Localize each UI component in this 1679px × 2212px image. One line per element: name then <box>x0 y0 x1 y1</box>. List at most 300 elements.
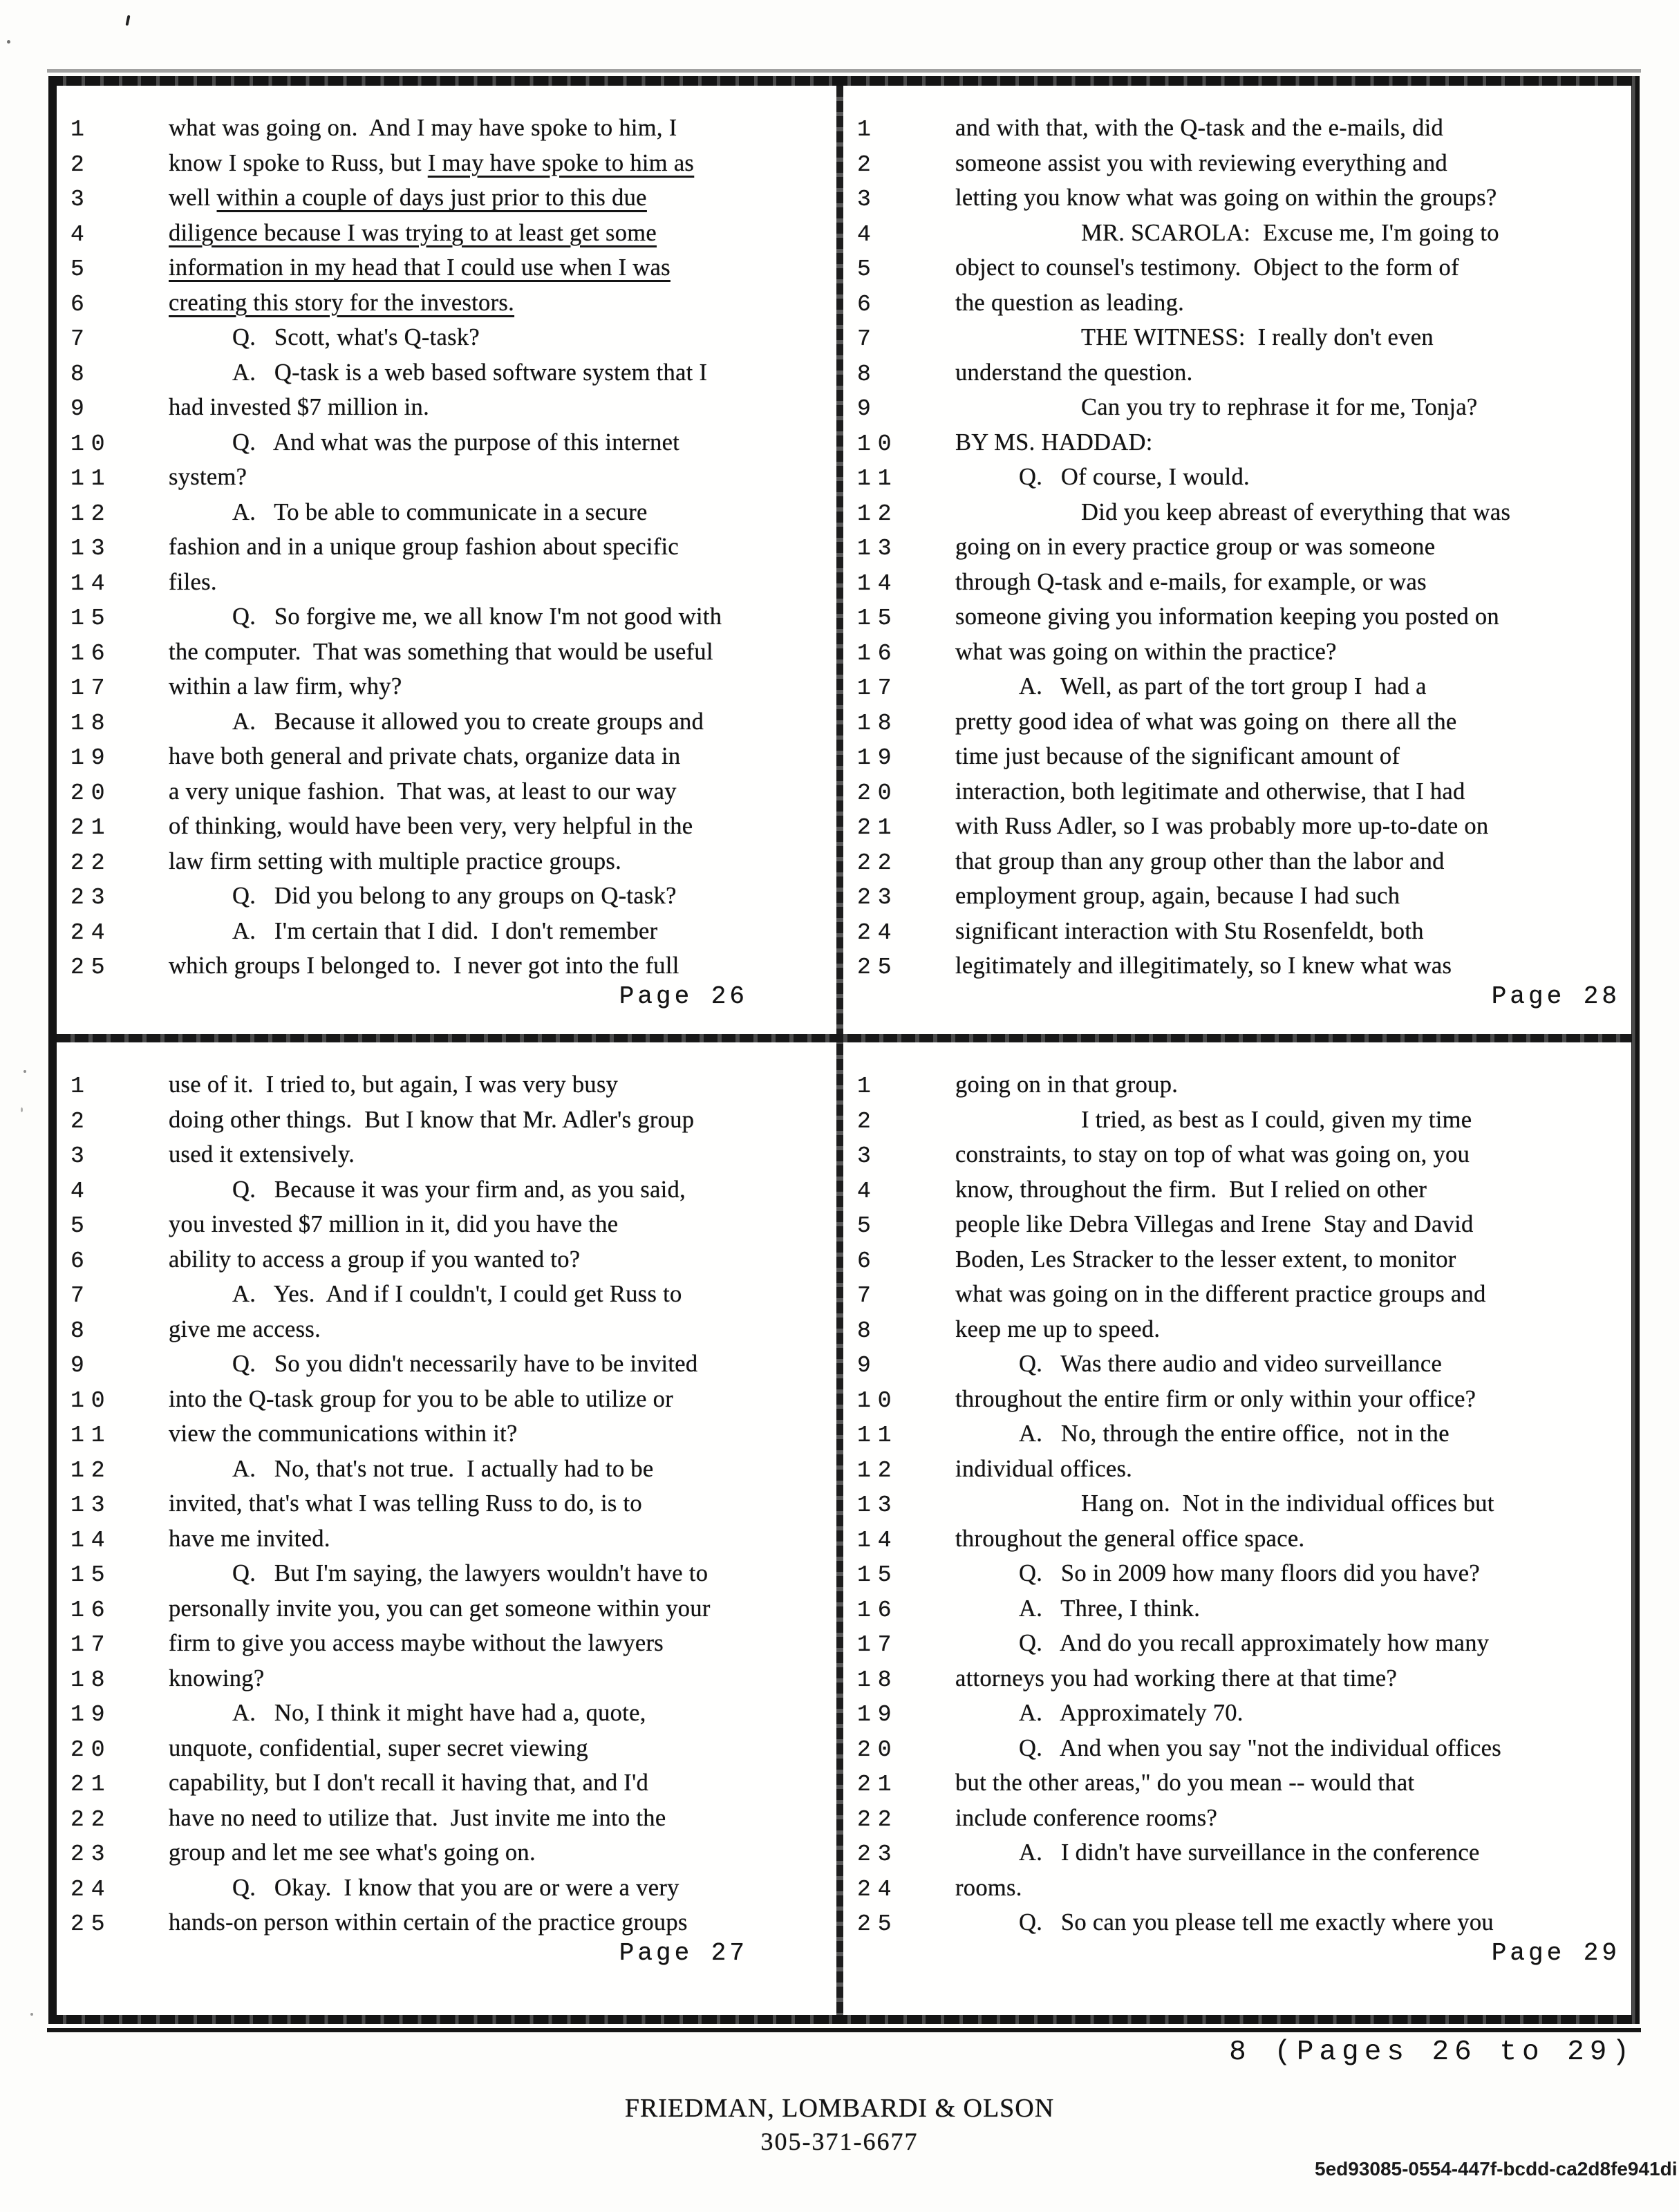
line-number: 8 <box>857 361 878 387</box>
line-text <box>169 425 834 460</box>
line-number: 12 <box>71 1457 112 1483</box>
line-number: 16 <box>857 1597 899 1623</box>
line-number: 5 <box>71 1213 91 1239</box>
plain-text: individual offices. <box>955 1455 1133 1482</box>
line-number: 18 <box>71 1667 112 1693</box>
scan-artifact-mark <box>125 15 130 26</box>
plain-text: Q. So you didn't necessarily have to be invited <box>232 1351 698 1377</box>
line-number: 17 <box>857 1632 899 1658</box>
line-text <box>169 180 834 216</box>
line-number: 22 <box>71 850 112 876</box>
transcript-line <box>849 111 1629 146</box>
transcript-line <box>62 948 834 984</box>
transcript-line <box>849 1137 1629 1172</box>
line-number: 24 <box>857 1876 899 1902</box>
plain-text: used it extensively. <box>169 1141 355 1168</box>
plain-text: people like Debra Villegas and Irene Stay and David <box>955 1211 1474 1237</box>
plain-text: personally invite you, you can get someone within your <box>169 1595 711 1622</box>
transcript-line <box>62 1172 834 1208</box>
line-number: 11 <box>71 466 112 491</box>
line-text <box>169 635 834 670</box>
line-number: 9 <box>71 1353 91 1378</box>
plain-text: Q. Okay. I know that you are or were a very <box>232 1874 679 1901</box>
transcript-line <box>62 1312 834 1347</box>
transcript-line <box>62 320 834 355</box>
transcript-line <box>62 111 834 146</box>
line-number: 13 <box>857 536 899 561</box>
transcript-line <box>62 1556 834 1591</box>
transcript-lines <box>849 111 1629 984</box>
plain-text: what was going on within the practice? <box>955 638 1337 665</box>
transcript-line <box>62 1765 834 1801</box>
line-number: 10 <box>857 1387 899 1414</box>
line-number: 14 <box>71 570 112 597</box>
line-number: 21 <box>857 815 899 841</box>
transcript-line <box>849 1835 1629 1871</box>
transcript-line <box>62 599 834 635</box>
line-text <box>169 1312 834 1347</box>
line-text <box>955 1242 1629 1277</box>
line-number: 15 <box>71 606 112 631</box>
plain-text: Hang on. Not in the individual offices but <box>1081 1490 1494 1517</box>
transcript-line <box>62 914 834 949</box>
line-number: 9 <box>71 396 91 422</box>
transcript-line <box>62 216 834 251</box>
plain-text: throughout the entire firm or only within your office? <box>955 1385 1476 1412</box>
transcript-line <box>849 1871 1629 1906</box>
line-number: 22 <box>71 1806 112 1833</box>
page-number-label: Page 27 <box>619 1939 748 1967</box>
line-text <box>955 460 1629 495</box>
transcript-line <box>62 1731 834 1766</box>
transcript-line <box>849 948 1629 984</box>
transcript-line <box>62 774 834 809</box>
plain-text: keep me up to speed. <box>955 1315 1161 1342</box>
underlined-text: creating this story for the investors. <box>169 289 515 316</box>
plain-text: employment group, again, because I had such <box>955 883 1400 909</box>
transcript-line <box>62 669 834 704</box>
plain-text: but the other areas," do you mean -- would that <box>955 1770 1415 1796</box>
line-text <box>169 529 834 565</box>
plain-text: going on in every practice group or was someone <box>955 534 1436 560</box>
line-text <box>955 1765 1629 1801</box>
plain-text: I tried, as best as I could, given my time <box>1081 1106 1472 1133</box>
plain-text: understand the question. <box>955 359 1193 386</box>
line-number: 25 <box>857 955 899 980</box>
vertical-divider <box>836 86 843 2015</box>
underlined-text: within a couple of days just prior to this due <box>216 185 647 211</box>
transcript-line <box>62 1521 834 1557</box>
line-number: 5 <box>71 256 91 282</box>
plain-text: law firm setting with multiple practice groups. <box>169 847 622 874</box>
line-number: 1 <box>71 117 91 142</box>
transcript-quadrant-page-27 <box>57 1042 836 2015</box>
line-number: 25 <box>71 955 112 980</box>
transcript-grid-frame <box>48 76 1640 2024</box>
line-number: 6 <box>71 291 91 317</box>
line-number: 18 <box>857 1667 899 1693</box>
plain-text: had invested $7 million in. <box>169 394 430 420</box>
line-text <box>169 320 834 355</box>
line-number: 6 <box>857 291 878 317</box>
plain-text: invited, that's what I was telling Russ to do, is to <box>169 1490 642 1517</box>
plain-text: what was going on. And I may have spoke to him, I <box>169 115 677 141</box>
line-text <box>169 1242 834 1277</box>
line-number: 20 <box>857 1736 899 1763</box>
underlined-text: diligence because I was trying to at least get some <box>169 219 657 246</box>
line-text <box>955 250 1629 285</box>
line-text <box>955 1207 1629 1242</box>
transcript-line <box>849 495 1629 530</box>
transcript-line <box>849 669 1629 704</box>
line-number: 4 <box>857 1178 878 1204</box>
line-number: 23 <box>857 885 899 910</box>
plain-text: group and let me see what's going on. <box>169 1839 536 1866</box>
line-text <box>169 1905 834 1940</box>
plain-text: Q. So in 2009 how many floors did you have? <box>1019 1560 1481 1586</box>
transcript-line <box>849 635 1629 670</box>
line-number: 3 <box>71 1143 91 1169</box>
plain-text: pretty good idea of what was going on there all the <box>955 708 1457 735</box>
line-text <box>955 146 1629 181</box>
plain-text: have no need to utilize that. Just invite me into the <box>169 1804 666 1831</box>
line-text <box>169 460 834 495</box>
line-text <box>169 355 834 391</box>
plain-text: through Q-task and e-mails, for example, or was <box>955 568 1427 595</box>
transcript-quadrant-page-26 <box>57 86 836 1034</box>
transcript-line <box>62 180 834 216</box>
transcript-line <box>62 565 834 600</box>
line-text <box>955 739 1629 774</box>
line-text <box>955 1416 1629 1452</box>
line-number: 16 <box>857 640 899 666</box>
line-number: 4 <box>71 1178 91 1204</box>
plain-text: the question as leading. <box>955 289 1185 316</box>
line-number: 9 <box>857 396 878 422</box>
plain-text: MR. SCAROLA: Excuse me, I'm going to <box>1081 219 1499 246</box>
scan-artifact-mark <box>7 40 10 44</box>
line-text <box>955 669 1629 704</box>
plain-text: rooms. <box>955 1874 1022 1901</box>
plain-text: someone assist you with reviewing everything and <box>955 149 1447 176</box>
scan-artifact-mark <box>21 1107 23 1112</box>
line-text <box>955 1172 1629 1208</box>
transcript-line <box>62 1207 834 1242</box>
transcript-line <box>62 250 834 285</box>
line-text <box>955 1452 1629 1487</box>
line-text <box>955 355 1629 391</box>
plain-text: A. Well, as part of the tort group I had a <box>1019 673 1427 700</box>
line-text <box>169 1835 834 1871</box>
plain-text: letting you know what was going on within the groups? <box>955 185 1497 211</box>
document-id-stamp: 5ed93085-0554-447f-bcdd-ca2d8fe941di <box>1315 2158 1678 2180</box>
line-number: 7 <box>857 1283 878 1309</box>
line-number: 6 <box>71 1248 91 1274</box>
line-text <box>169 1626 834 1661</box>
line-number: 11 <box>857 1423 899 1448</box>
line-text <box>169 146 834 181</box>
transcript-quadrant-page-28 <box>843 86 1631 1034</box>
transcript-line <box>62 529 834 565</box>
line-text <box>955 111 1629 146</box>
line-text <box>169 1871 834 1906</box>
line-text <box>955 774 1629 809</box>
line-number: 23 <box>71 1841 112 1867</box>
plain-text: Q. But I'm saying, the lawyers wouldn't have to <box>232 1560 709 1586</box>
line-text <box>955 1661 1629 1696</box>
transcript-line <box>849 565 1629 600</box>
transcript-line <box>849 320 1629 355</box>
line-number: 15 <box>857 1562 899 1588</box>
transcript-line <box>62 495 834 530</box>
transcript-line <box>849 1696 1629 1731</box>
transcript-line <box>62 390 834 425</box>
line-number: 17 <box>857 675 899 701</box>
plain-text: the computer. That was something that would be useful <box>169 638 713 665</box>
transcript-line <box>62 1626 834 1661</box>
line-text <box>169 599 834 635</box>
line-number: 1 <box>857 1074 878 1099</box>
line-number: 10 <box>71 1387 112 1414</box>
line-text <box>169 1765 834 1801</box>
plain-text: unquote, confidential, super secret viewing <box>169 1734 588 1761</box>
line-number: 20 <box>71 780 112 806</box>
transcript-line <box>849 879 1629 914</box>
transcript-line <box>849 1347 1629 1382</box>
line-text <box>955 1486 1629 1521</box>
plain-text: you invested $7 million in it, did you have the <box>169 1211 619 1237</box>
line-text <box>955 495 1629 530</box>
transcript-line <box>849 1382 1629 1417</box>
line-text <box>169 948 834 984</box>
line-text <box>169 704 834 740</box>
line-number: 21 <box>857 1772 899 1797</box>
line-number: 18 <box>71 710 112 736</box>
line-text <box>169 1207 834 1242</box>
transcript-line <box>849 1207 1629 1242</box>
plain-text: legitimately and illegitimately, so I knew what was <box>955 953 1452 979</box>
transcript-line <box>62 1871 834 1906</box>
transcript-line <box>849 739 1629 774</box>
transcript-line <box>62 1277 834 1312</box>
line-text <box>955 844 1629 879</box>
line-text <box>169 1103 834 1138</box>
line-text <box>955 1277 1629 1312</box>
line-text <box>169 879 834 914</box>
plain-text: Q. And when you say "not the individual offices <box>1019 1734 1501 1761</box>
line-text <box>955 1591 1629 1627</box>
transcript-line <box>849 216 1629 251</box>
line-text <box>169 1067 834 1103</box>
line-text <box>955 1871 1629 1906</box>
line-number: 19 <box>857 1702 899 1727</box>
plain-text: have me invited. <box>169 1525 330 1552</box>
line-text <box>169 809 834 844</box>
plain-text: attorneys you had working there at that time? <box>955 1665 1398 1691</box>
line-number: 24 <box>71 1876 112 1902</box>
line-number: 10 <box>857 431 899 457</box>
line-number: 3 <box>71 187 91 212</box>
line-text <box>169 739 834 774</box>
line-number: 19 <box>71 1702 112 1727</box>
line-number: 21 <box>71 1772 112 1797</box>
plain-text: Q. Was there audio and video surveillance <box>1019 1351 1443 1377</box>
plain-text: knowing? <box>169 1665 265 1691</box>
transcript-line <box>849 809 1629 844</box>
transcript-line <box>849 460 1629 495</box>
line-number: 19 <box>857 745 899 771</box>
line-number: 13 <box>857 1492 899 1518</box>
transcript-line <box>62 635 834 670</box>
plain-text: Q. Did you belong to any groups on Q-task? <box>232 883 677 909</box>
plain-text: fashion and in a unique group fashion about specific <box>169 534 679 560</box>
line-number: 7 <box>857 326 878 352</box>
line-text <box>955 1731 1629 1766</box>
plain-text: into the Q-task group for you to be able to utilize or <box>169 1385 673 1412</box>
underlined-text: I may have spoke to him as <box>427 149 695 176</box>
line-number: 22 <box>857 850 899 876</box>
line-number: 22 <box>857 1806 899 1833</box>
transcript-line <box>62 1137 834 1172</box>
line-number: 7 <box>71 1283 91 1309</box>
page-number-label: Page 29 <box>1491 1939 1620 1967</box>
plain-text: significant interaction with Stu Rosenfeldt, both <box>955 917 1424 944</box>
transcript-line <box>62 1801 834 1836</box>
plain-text: within a law firm, why? <box>169 673 402 700</box>
line-text <box>955 529 1629 565</box>
transcript-line <box>849 1067 1629 1103</box>
plain-text: capability, but I don't recall it having that, and I'd <box>169 1770 649 1796</box>
plain-text: doing other things. But I know that Mr. Adler's group <box>169 1106 695 1133</box>
transcript-lines <box>849 1067 1629 1940</box>
plain-text: and with that, with the Q-task and the e-mails, did <box>955 115 1444 141</box>
transcript-line <box>849 914 1629 949</box>
plain-text: what was going on in the different practice groups and <box>955 1281 1486 1307</box>
line-text <box>955 635 1629 670</box>
transcript-line <box>62 1067 834 1103</box>
line-text <box>955 914 1629 949</box>
line-text <box>169 1172 834 1208</box>
line-number: 17 <box>71 1632 112 1658</box>
line-number: 2 <box>857 151 878 178</box>
line-text <box>955 180 1629 216</box>
line-number: 13 <box>71 1492 112 1518</box>
line-number: 8 <box>71 361 91 387</box>
line-text <box>169 1696 834 1731</box>
line-number: 10 <box>71 431 112 457</box>
plain-text: A. Three, I think. <box>1019 1595 1201 1622</box>
transcript-line <box>62 1103 834 1138</box>
plain-text: use of it. I tried to, but again, I was very busy <box>169 1071 619 1098</box>
plain-text: Q. And what was the purpose of this internet <box>232 429 680 456</box>
plain-text: with Russ Adler, so I was probably more up-to-date on <box>955 813 1489 839</box>
line-text <box>169 1382 834 1417</box>
line-number: 12 <box>71 500 112 527</box>
transcript-line <box>62 844 834 879</box>
line-text <box>169 495 834 530</box>
line-number: 8 <box>857 1318 878 1344</box>
line-number: 2 <box>71 1108 91 1134</box>
transcript-line <box>62 355 834 391</box>
line-number: 1 <box>71 1074 91 1099</box>
transcript-line <box>62 1591 834 1627</box>
transcript-line <box>62 460 834 495</box>
plain-text: A. No, through the entire office, not in the <box>1019 1421 1450 1447</box>
line-text <box>955 1347 1629 1382</box>
plain-text: Can you try to rephrase it for me, Tonja? <box>1081 394 1478 420</box>
line-text <box>169 1556 834 1591</box>
line-text <box>169 1591 834 1627</box>
plain-text: ability to access a group if you wanted to? <box>169 1246 581 1273</box>
transcript-line <box>849 146 1629 181</box>
plain-text: include conference rooms? <box>955 1804 1218 1831</box>
transcript-line <box>849 1556 1629 1591</box>
transcript-line <box>849 704 1629 740</box>
court-reporter-phone: 305-371-6677 <box>760 2128 919 2155</box>
plain-text: of thinking, would have been very, very helpful in the <box>169 813 693 839</box>
line-text <box>955 599 1629 635</box>
transcript-line <box>849 529 1629 565</box>
transcript-line <box>849 1277 1629 1312</box>
transcript-line <box>62 879 834 914</box>
transcript-line <box>849 844 1629 879</box>
transcript-line <box>849 774 1629 809</box>
transcript-line <box>62 1242 834 1277</box>
line-number: 14 <box>857 570 899 597</box>
line-text <box>955 285 1629 321</box>
scan-artifact-mark <box>30 2013 33 2016</box>
line-number: 23 <box>71 885 112 910</box>
line-text <box>169 914 834 949</box>
plain-text: Boden, Les Stracker to the lesser extent, to monitor <box>955 1246 1456 1273</box>
plain-text: Q. Scott, what's Q-task? <box>232 324 480 350</box>
plain-text: which groups I belonged to. I never got into the full <box>169 953 679 979</box>
underlined-text: information in my head that I could use when I was <box>169 254 670 281</box>
sheet-page-summary: 8 (Pages 26 to 29) <box>1229 2036 1635 2068</box>
line-text <box>955 948 1629 984</box>
plain-text: A. No, that's not true. I actually had to be <box>232 1455 654 1482</box>
plain-text: throughout the general office space. <box>955 1525 1305 1552</box>
line-number: 9 <box>857 1353 878 1378</box>
transcript-line <box>849 1521 1629 1557</box>
line-text <box>169 669 834 704</box>
plain-text: A. Yes. And if I couldn't, I could get Russ to <box>232 1281 682 1307</box>
line-text <box>169 216 834 251</box>
plain-text: hands-on person within certain of the practice groups <box>169 1909 688 1936</box>
line-number: 19 <box>71 745 112 771</box>
line-text <box>169 1347 834 1382</box>
transcript-line <box>62 704 834 740</box>
transcript-line <box>62 1905 834 1940</box>
plain-text: well <box>169 185 217 211</box>
plain-text: give me access. <box>169 1315 321 1342</box>
line-text <box>169 285 834 321</box>
transcript-line <box>849 250 1629 285</box>
plain-text: Q. So can you please tell me exactly where you <box>1019 1909 1494 1936</box>
line-number: 7 <box>71 326 91 352</box>
line-number: 18 <box>857 710 899 736</box>
line-number: 17 <box>71 675 112 701</box>
plain-text: that group than any group other than the labor and <box>955 847 1445 874</box>
line-text <box>955 425 1629 460</box>
line-number: 11 <box>857 466 899 491</box>
line-number: 20 <box>857 780 899 806</box>
plain-text: Q. Of course, I would. <box>1019 464 1250 490</box>
transcript-lines <box>62 111 834 984</box>
plain-text: A. Approximately 70. <box>1019 1700 1244 1726</box>
transcript-line <box>849 1416 1629 1452</box>
plain-text: firm to give you access maybe without the lawyers <box>169 1630 664 1656</box>
